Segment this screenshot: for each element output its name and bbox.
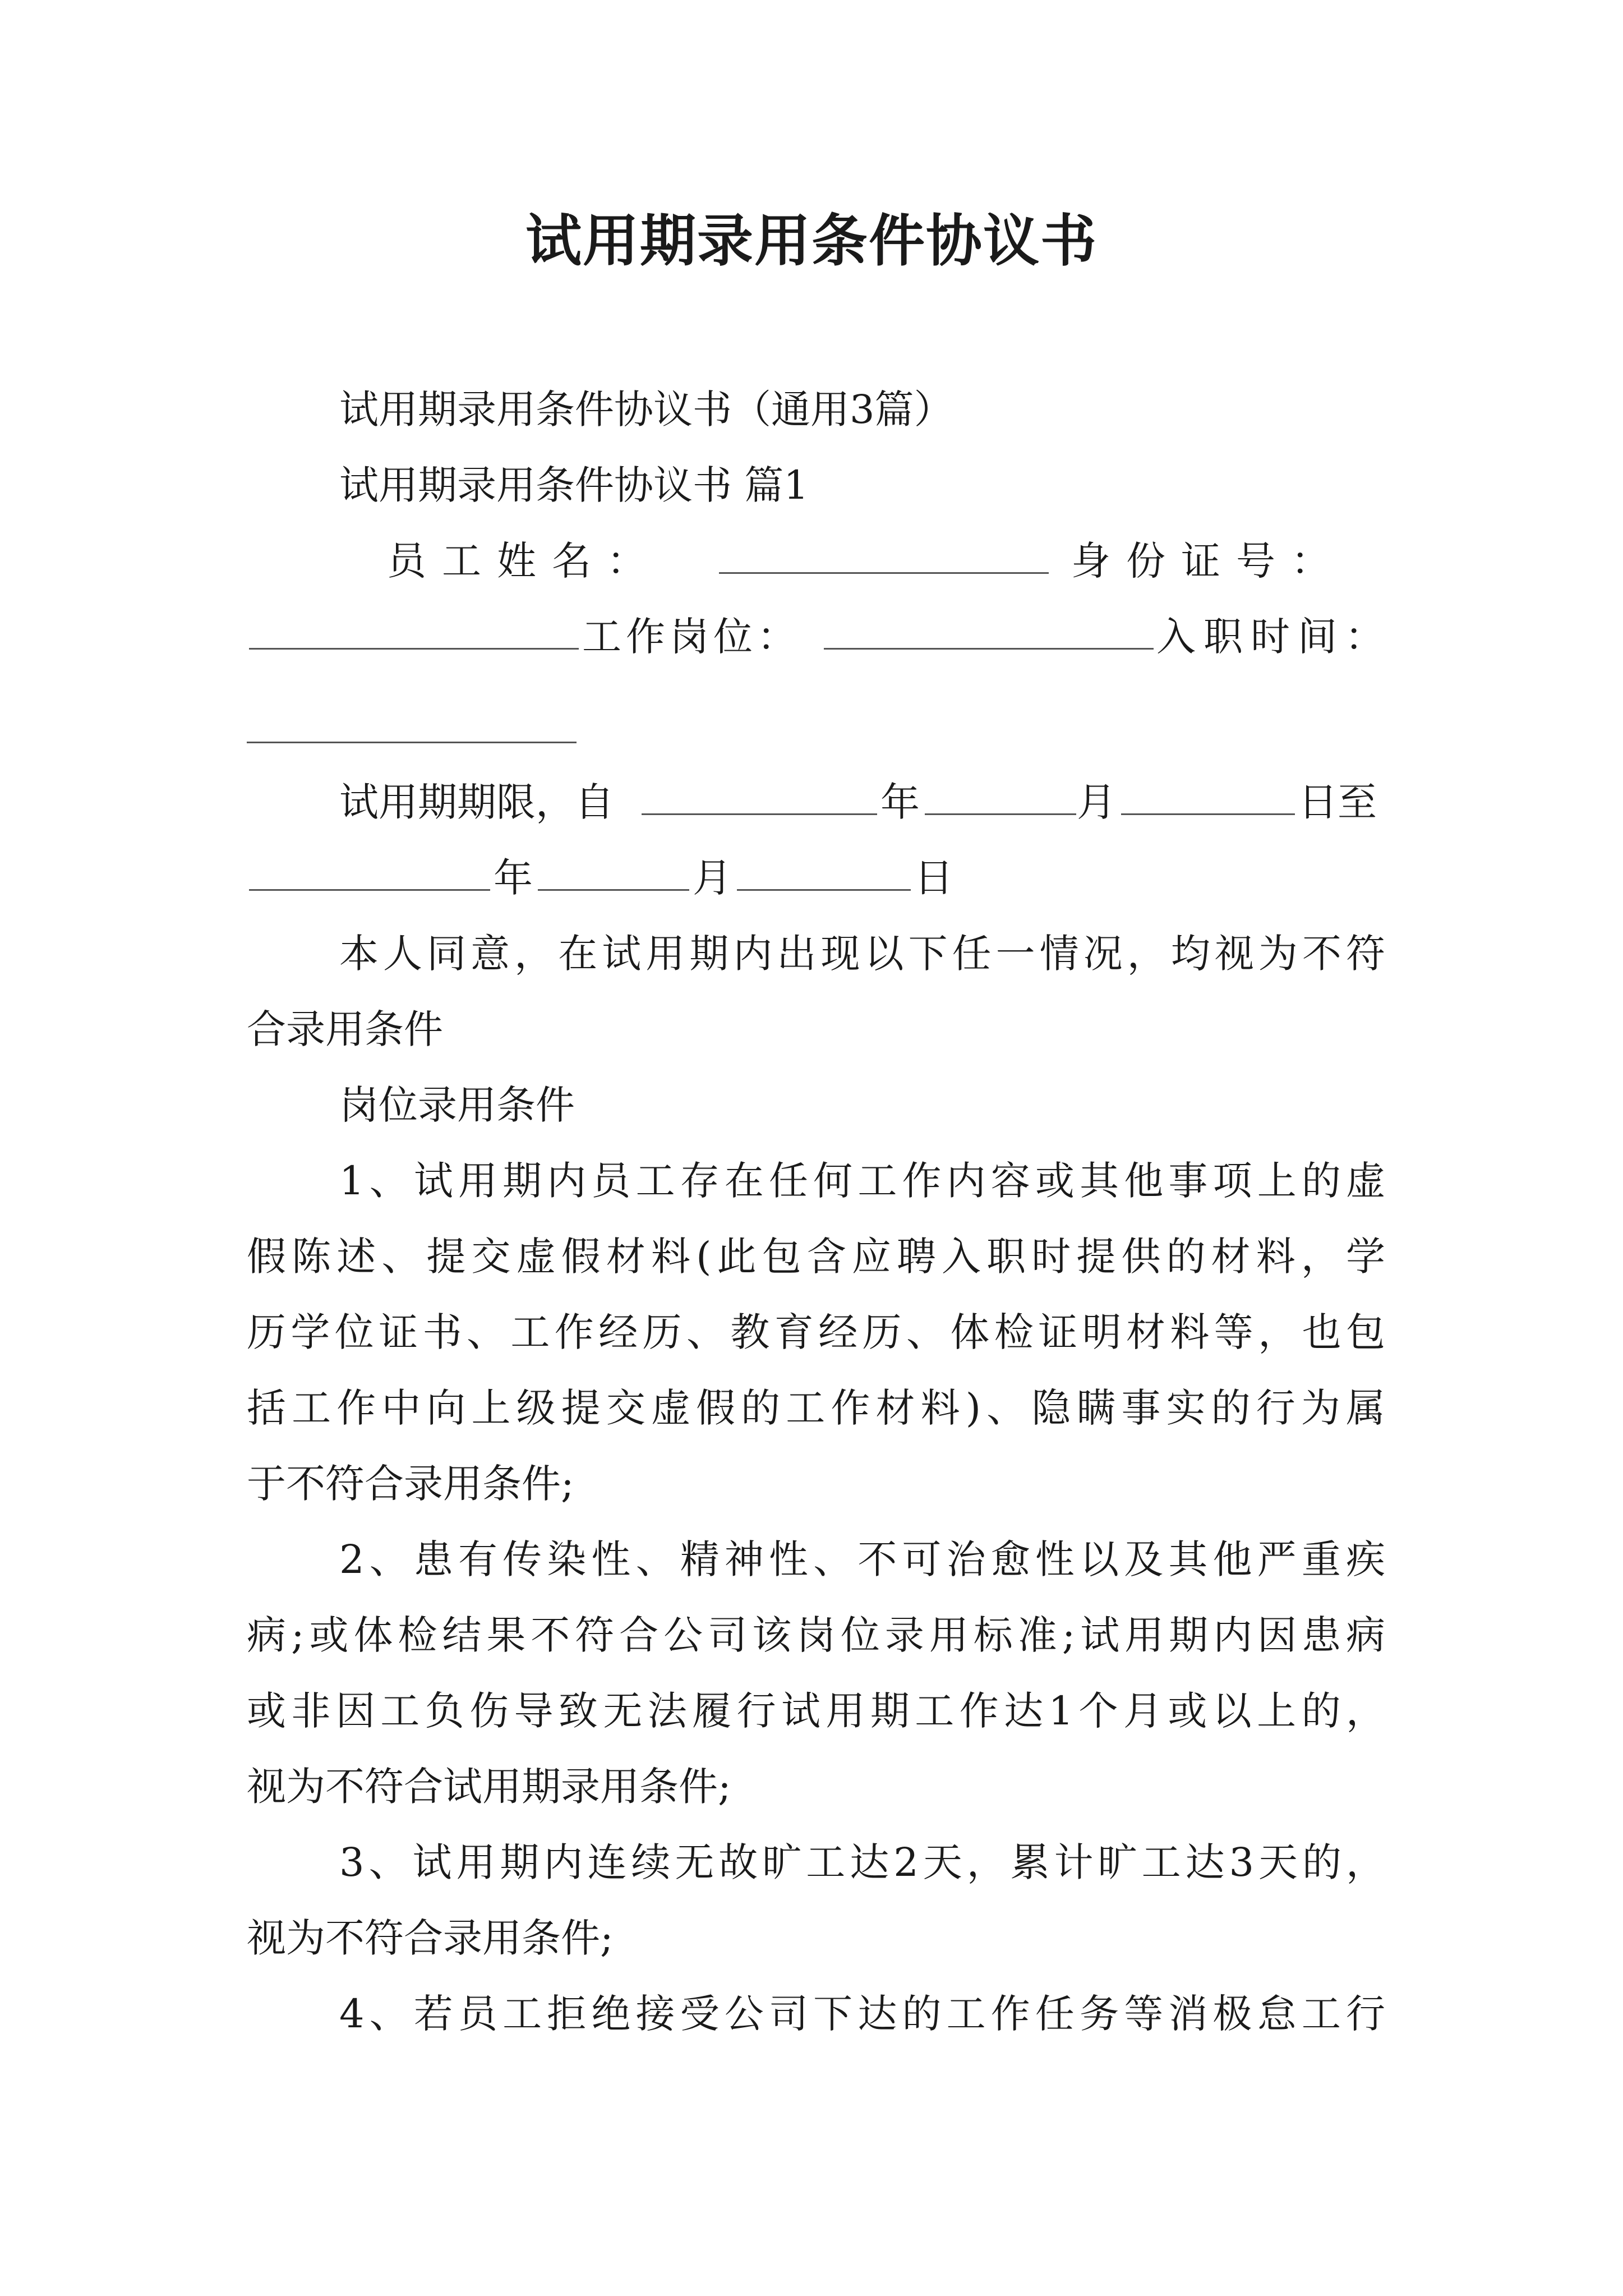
end-year-label: 年 xyxy=(494,855,533,901)
item1-line-3: 历学位证书、工作经历、教育经历、体检证明材料等，也包 xyxy=(247,1309,1385,1355)
entry-date-blank[interactable] xyxy=(247,742,577,743)
item2-line-4: 视为不符合试用期录用条件; xyxy=(247,1764,731,1810)
entry-date-label: 入职时间： xyxy=(1156,614,1392,660)
end-year-blank[interactable] xyxy=(249,854,490,891)
item3-line-2: 视为不符合录用条件; xyxy=(247,1915,614,1961)
end-month-blank[interactable] xyxy=(538,854,689,891)
start-month-blank[interactable] xyxy=(925,779,1076,815)
item1-line-2: 假陈述、提交虚假材料(此包含应聘入职时提供的材料，学 xyxy=(247,1234,1385,1280)
start-month-label: 月 xyxy=(1077,779,1116,825)
chapter-heading: 试用期录用条件协议书 篇1 xyxy=(339,462,809,508)
position-blank[interactable] xyxy=(824,613,1154,650)
item1-line-4: 括工作中向上级提交虚假的工作材料)、隐瞒事实的行为属 xyxy=(247,1385,1385,1431)
id-number-label: 身份证号： xyxy=(1071,538,1346,584)
id-number-blank[interactable] xyxy=(249,613,579,650)
item2-line-1: 2、患有传染性、精神性、不可治愈性以及其他严重疾 xyxy=(339,1536,1385,1582)
end-day-label: 日 xyxy=(914,855,953,901)
start-year-blank[interactable] xyxy=(642,779,877,815)
document-title: 试用期录用条件协议书 xyxy=(525,208,1098,274)
end-month-label: 月 xyxy=(693,855,732,901)
period-prefix: 试用期期限，自 xyxy=(339,779,614,825)
item2-line-3: 或非因工负伤导致无法履行试用期工作达1个月或以上的， xyxy=(247,1688,1385,1734)
agree-line-1: 本人同意，在试用期内出现以下任一情况，均视为不符 xyxy=(339,931,1385,977)
start-day-to-label: 日至 xyxy=(1298,779,1377,825)
item1-line-5: 于不符合录用条件; xyxy=(247,1461,574,1507)
position-label: 工作岗位： xyxy=(582,614,801,660)
section-heading: 岗位录用条件 xyxy=(339,1082,575,1128)
end-day-blank[interactable] xyxy=(737,854,911,891)
start-year-label: 年 xyxy=(880,779,920,825)
employee-name-label: 员工姓名： xyxy=(387,538,662,584)
item1-line-1: 1、试用期内员工存在任何工作内容或其他事项上的虚 xyxy=(339,1158,1385,1204)
subtitle: 试用期录用条件协议书（通用3篇） xyxy=(339,386,953,432)
employee-name-blank[interactable] xyxy=(719,537,1049,574)
item4-line-1: 4、若员工拒绝接受公司下达的工作任务等消极怠工行 xyxy=(339,1991,1385,2037)
item2-line-2: 病;或体检结果不符合公司该岗位录用标准;试用期内因患病 xyxy=(247,1612,1385,1658)
start-day-blank[interactable] xyxy=(1121,779,1295,815)
agree-line-2: 合录用条件 xyxy=(247,1006,443,1052)
item3-line-1: 3、试用期内连续无故旷工达2天，累计旷工达3天的， xyxy=(339,1839,1385,1885)
